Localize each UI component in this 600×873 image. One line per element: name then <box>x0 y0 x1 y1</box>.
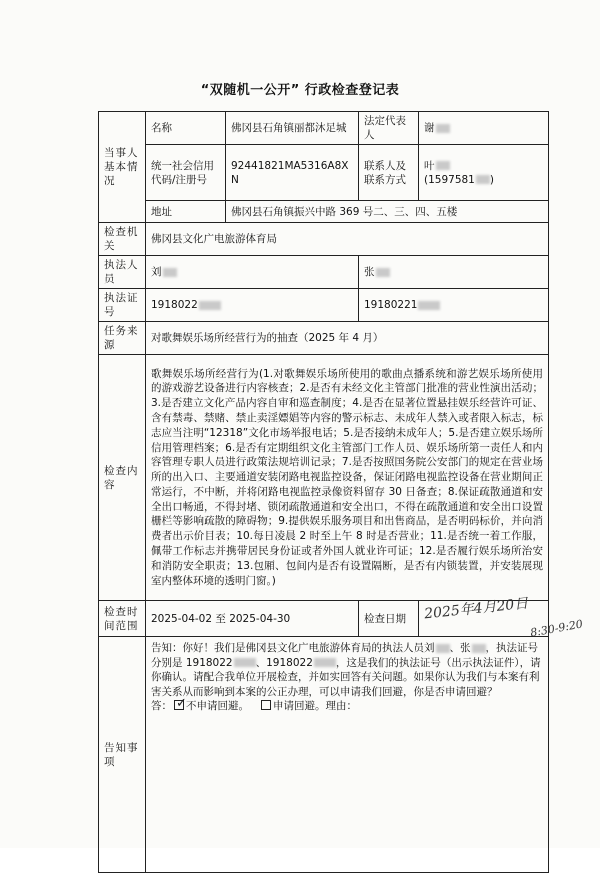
officer2-name: 张 <box>364 266 375 278</box>
legal-rep-label: 法定代表人 <box>359 112 419 145</box>
notice-text: 告知：你好！我们是佛冈县文化广电旅游体育局的执法人员刘 <box>151 642 435 654</box>
redaction-blur <box>472 644 486 653</box>
period-value: 2025-04-02 至 2025-04-30 <box>146 601 359 637</box>
contact-phone-end: ) <box>489 173 494 186</box>
address-value: 佛冈县石角镇振兴中路 369 号二、三、四、五楼 <box>226 201 549 223</box>
form-title: “双随机一公开” 行政检查登记表 <box>200 83 400 98</box>
cert1-cell <box>146 289 359 322</box>
cert-label: 执法证号 <box>99 289 146 322</box>
credit-label: 统一社会信用代码/注册号 <box>146 145 226 201</box>
party-section-label: 当事人基本情况 <box>99 112 146 223</box>
officer1-cell <box>146 256 359 289</box>
agency-label: 检查机关 <box>99 223 146 256</box>
contact-cell <box>419 145 549 201</box>
address-label: 地址 <box>146 201 226 223</box>
legal-rep-value: 谢 <box>424 122 435 134</box>
inspection-label: 检查内容 <box>99 355 146 601</box>
redaction-blur <box>436 124 450 133</box>
answer-label: 答： <box>151 700 172 713</box>
notice-text: 、1918022 <box>255 656 313 669</box>
notice-text: ，执法证号分别是 1918022 <box>151 642 538 669</box>
notice-text: ，这是我们的执法证号（出示执法证件），请你确认。请配合我单位开展检查，并如实回答有关问题。如果你认为我们与本案有利害关系从而影响到本案的公正办理，可以申请我们回避，你是否申请回避？ <box>151 656 541 698</box>
inspection-content: 歌舞娱乐场所经营行为(1.对歌舞娱乐场所使用的歌曲点播系统和游艺娱乐场所使用的游戏游艺设备进行内容核查；2.是否有未经文化主管部门批准的营业性演出活动；3.是否建立文化产品内容自审和巡查制度；4.是否在显著位置悬挂娱乐经营许可证、含有禁毒、禁赌、禁止卖淫嫖娼等内容的警示标志、未成年人禁入或者限入标志，标志应当注明“12318”文化市场举报电话；5.是否接纳未成年人；5.是否建立娱乐场所信用管理档案；6.是否有定期组织文化主管部门工作人员、娱乐场所第一责任人和内容管理专职人员进行政策法规培训记录；7.是否按照国务院公安部门的规定在营业场所的出入口、主要通道安装闭路电视监控设备，保证闭路电视监控设备在营业期间正常运行，不中断，并将闭路电视监控录像资料留存 30 日备查；8.保证疏散通道和安全出口畅通，不得封堵、锁闭疏散通道和安全出口，不得在疏散通道和安全出口设置栅栏等影响疏散的障碍物；9.提供娱乐服务项目和出售商品，是否明码标价，并向消费者出示价目表；10.每日凌晨 2 时至上午 8 时是否营业；11.是否统一着工作服，佩带工作标志并携带居民身份证或者外国人就业许可证；12.是否履行娱乐场所治安和消防安全职责；13.包厢、包间内是否有设置隔断，是否有内锁装置，并安装展现室内整体环境的透明门窗。) <box>146 355 549 601</box>
redaction-blur <box>436 644 450 653</box>
recusal-label: 申请回避。理由： <box>273 700 358 713</box>
officers-label: 执法人员 <box>99 256 146 289</box>
redaction-blur <box>234 658 256 667</box>
name-label: 名称 <box>146 112 226 145</box>
contact-phone: (1597581 <box>424 173 475 186</box>
notice-content <box>146 637 549 873</box>
checkmark-icon: ✓ <box>176 696 187 711</box>
redaction-blur <box>163 268 177 277</box>
handwritten-check-time: 8:30-9:20 <box>529 617 584 640</box>
cert1-value: 1918022 <box>151 299 198 311</box>
cert2-value: 19180221 <box>364 299 418 311</box>
officer1-name: 刘 <box>151 266 162 278</box>
redaction-blur <box>199 301 221 310</box>
inspection-register-table <box>98 111 549 873</box>
period-label: 检查时间范围 <box>99 601 146 637</box>
agency-value: 佛冈县文化广电旅游体育局 <box>146 223 549 256</box>
officer2-cell <box>359 256 549 289</box>
redaction-blur <box>376 268 390 277</box>
notice-label: 告知事项 <box>99 637 146 873</box>
handwritten-check-date: 2025年4月20日 <box>423 595 530 623</box>
redaction-blur <box>476 175 490 184</box>
task-value: 对歌舞娱乐场所经营行为的抽查（2025 年 4 月） <box>146 322 549 355</box>
credit-value: 92441821MA5316A8XN <box>226 145 359 201</box>
name-value: 佛冈县石角镇丽都沐足城 <box>226 112 359 145</box>
contact-value: 叶 <box>424 159 435 172</box>
no-recusal-label: 不申请回避。 <box>186 700 249 713</box>
check-date-label: 检查日期 <box>359 601 419 637</box>
redaction-blur <box>314 658 336 667</box>
redaction-blur <box>418 301 440 310</box>
recusal-checkbox[interactable] <box>261 700 271 710</box>
redaction-blur <box>436 161 450 170</box>
contact-label: 联系人及联系方式 <box>359 145 419 201</box>
cert2-cell <box>359 289 549 322</box>
notice-text: 、张 <box>449 642 471 654</box>
legal-rep-cell <box>419 112 549 145</box>
task-label: 任务来源 <box>99 322 146 355</box>
